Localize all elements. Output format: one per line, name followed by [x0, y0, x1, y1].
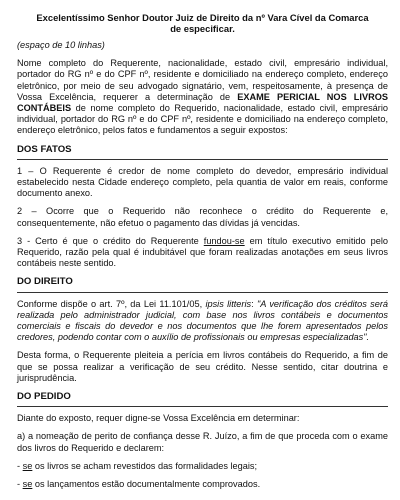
legal-quote: "A verificação dos créditos será realizada pelo administrador judicial, com base nos livros contábeis e documentos comerciais e fiscais do devedor e nos documentos que lhe forem apresentados pelos credores, podendo contar com o auxílio de profissionais ou empresas especializadas".	[17, 298, 388, 343]
pedido-item-1-text: os livros se acham revestidos das formalidades legais;	[32, 460, 258, 471]
pedido-item-2-prefix: -	[17, 479, 23, 490]
direito-p1-text-a: Conforme dispõe o art. 7º, da Lei 11.101/05,	[17, 298, 206, 309]
intro-paragraph	[17, 58, 388, 136]
direito-paragraph-1	[17, 299, 388, 344]
direito-p1-italic: ipsis litteris	[205, 298, 252, 309]
intro-text-1: Nome completo do Requerente, nacionalidade, estado civil, empresário individual, portador do RG nº e do CPF nº, residente e domiciliado na endereço completo, endereço eletrônico, por meio de seu advogado signatário, vem, respeitosamente, à presença de Vossa Excelência, requerer a determinação de	[17, 58, 388, 102]
intro-text-2: de nome completo do Requerido, nacionalidade, estado civil, empresário individual, portador do RG nº e do CPF nº, residente e domiciliado na endereço completo, endereço eletrônico, pelos fatos e fundamentos a seguir expostos:	[17, 103, 388, 136]
pedido-paragraph-1: Diante do exposto, requer digne-se Vossa Excelência em determinar:	[17, 413, 300, 424]
fatos-p3-text-b: em título executivo emitido pelo Requerido, razão pela qual é indubitável que foram realizadas anotações em seus livros contábeis neste sentido.	[17, 235, 388, 269]
pedido-item-1-prefix: -	[17, 460, 23, 471]
pedido-item-2-underlined: se	[22, 479, 33, 490]
section-heading-pedido: DO PEDIDO	[17, 391, 71, 403]
fatos-p3-text-a: 3 - Certo é que o crédito do Requerente	[17, 235, 204, 246]
fatos-paragraph-3	[17, 236, 388, 270]
section-divider	[17, 292, 388, 293]
fatos-p3-underlined: fundou-se	[203, 235, 245, 246]
spacing-note: (espaço de 10 linhas)	[17, 40, 105, 50]
direito-p1-text-b: :	[251, 298, 257, 309]
section-divider	[17, 159, 388, 160]
pedido-paragraph-2: a) a nomeação de perito de confiança desse R. Juízo, a fim de que proceda com o exame dos livros do Requerido e declarem:	[17, 431, 388, 453]
title-line-1: Excelentíssimo Senhor Doutor Juiz de Direito da nº Vara Cível da Comarca	[36, 12, 369, 23]
section-heading-fatos: DOS FATOS	[17, 143, 72, 155]
intro-bold-text: EXAME PERICIAL NOS LIVROS CONTÁBEIS	[17, 91, 388, 114]
pedido-item-2-text: os lançamentos estão documentalmente comprovados.	[32, 479, 261, 490]
fatos-paragraph-2: 2 – Ocorre que o Requerido não reconhece o crédito do Requerente e, consequentemente, não efetuo o pagamento das dívidas já vencidas.	[17, 206, 388, 228]
section-divider	[17, 406, 388, 407]
pedido-item-2	[17, 479, 388, 490]
fatos-paragraph-1: 1 – O Requerente é credor de nome completo do devedor, empresário individual estabelecido nesta Cidade endereço completo, pela quantia de valor em reais, conforme documento anexo.	[17, 165, 388, 199]
pedido-item-1-underlined: se	[22, 460, 33, 471]
direito-paragraph-2: Desta forma, o Requerente pleiteia a perícia em livros contábeis do Requerido, a fim de que se possa realizar a verificação de seu crédito. Nesse sentido, citar doutrina e jurisprudência.	[17, 350, 388, 383]
petition-title	[17, 12, 388, 34]
title-line-2: de especificar.	[170, 23, 235, 34]
section-heading-direito: DO DIREITO	[17, 276, 73, 288]
pedido-item-1	[17, 461, 388, 472]
